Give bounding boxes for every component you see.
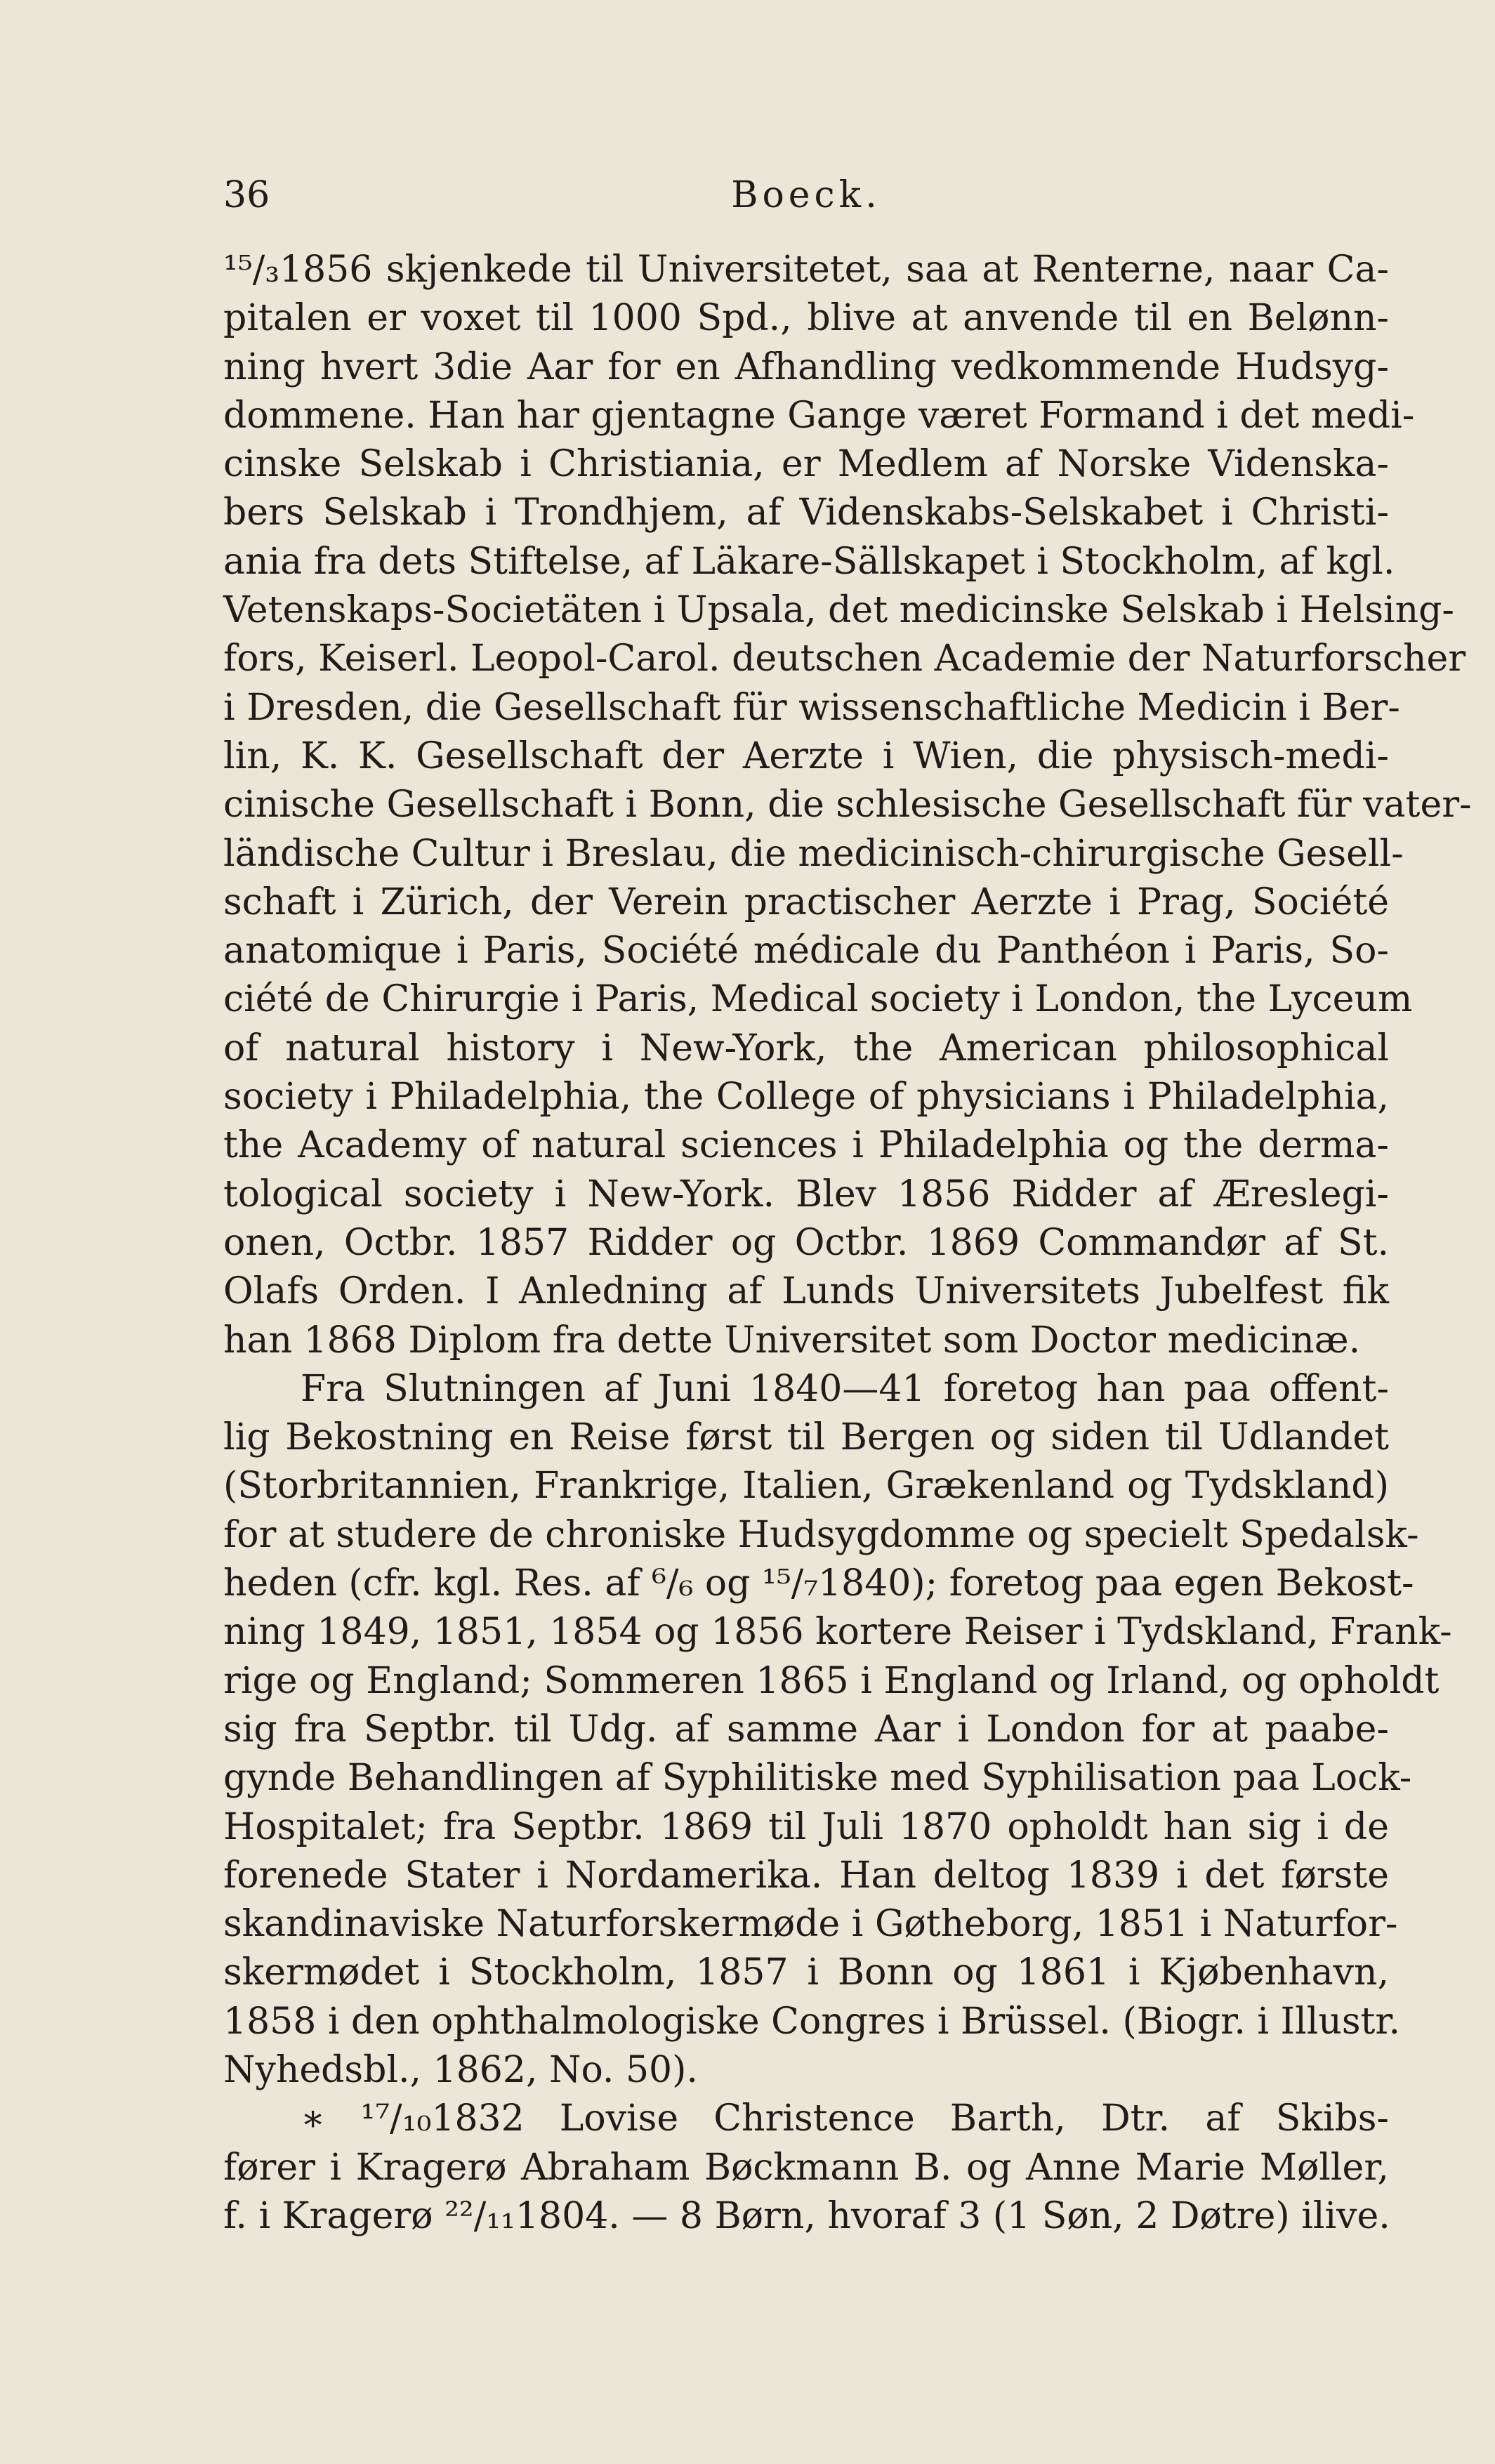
marriage-entry-line: ∗ ¹⁷/₁₀1832 Lovise Christence Barth, Dtr. af Skibs- — [301, 2097, 1389, 2140]
text-line: society i Philadelphia, the College of physicians i Philadelphia, — [223, 1076, 1389, 1119]
text-line: ciété de Chirurgie i Paris, Medical society i London, the Lyceum — [223, 978, 1413, 1021]
text-line: forenede Stater i Nordamerika. Han deltog 1839 i det første — [223, 1854, 1389, 1897]
text-line: gynde Behandlingen af Syphilitiske med Syphilisation paa Lock- — [223, 1757, 1412, 1800]
text-line: ländische Cultur i Breslau, die medicinisch-chirurgische Gesell- — [223, 832, 1404, 875]
paragraph-end-line: han 1868 Diplom fra dette Universitet som Doctor medicinæ. — [223, 1319, 1361, 1362]
text-line: skermødet i Stockholm, 1857 i Bonn og 1861 i Kjøbenhavn, — [223, 1951, 1389, 1994]
running-head: Boeck. — [731, 174, 881, 216]
text-line: skandinaviske Naturforskermøde i Gøtheborg, 1851 i Naturfor- — [223, 1903, 1398, 1946]
text-line: cinische Gesellschaft i Bonn, die schlesische Gesellschaft für vater- — [223, 784, 1472, 826]
text-line: schaft i Zürich, der Verein practischer Aerzte i Prag, Société — [223, 881, 1389, 923]
text-line: ¹⁵/₃1856 skjenkede til Universitetet, saa at Renterne, naar Ca- — [223, 249, 1389, 291]
page-header — [223, 174, 1389, 223]
text-line: (Storbritannien, Frankrige, Italien, Grækenland og Tydskland) — [223, 1465, 1389, 1508]
text-line: the Academy of natural sciences i Philadelphia og the derma- — [223, 1124, 1389, 1167]
text-line: of natural history i New-York, the American philosophical — [223, 1027, 1389, 1069]
text-line: ania fra dets Stiftelse, af Läkare-Sällskapet i Stockholm, af kgl. — [223, 540, 1395, 583]
text-line: dommene. Han har gjentagne Gange været Formand i det medi- — [223, 394, 1415, 437]
paragraph-start-line: Fra Slutningen af Juni 1840—41 foretog han paa offent- — [301, 1367, 1389, 1410]
body-text — [223, 246, 1472, 2241]
text-line: fører i Kragerø Abraham Bøckmann B. og Anne Marie Møller, — [223, 2146, 1389, 2189]
paragraph-end-line: f. i Kragerø ²²/₁₁1804. — 8 Børn, hvoraf 3 (1 Søn, 2 Døtre) ilive. — [223, 2194, 1390, 2237]
text-line: ning hvert 3die Aar for en Afhandling vedkommende Hudsyg- — [223, 345, 1389, 388]
text-line: sig fra Septbr. til Udg. af samme Aar i London for at paabe- — [223, 1708, 1389, 1751]
text-line: tological society i New-York. Blev 1856 Ridder af Æreslegi- — [223, 1173, 1389, 1215]
text-line: for at studere de chroniske Hudsygdomme og specielt Spedalsk- — [223, 1513, 1419, 1556]
paragraph-end-line: Nyhedsbl., 1862, No. 50). — [223, 2048, 698, 2091]
text-line: Vetenskaps-Societäten i Upsala, det medicinske Selskab i Helsing- — [223, 589, 1454, 632]
text-line: anatomique i Paris, Société médicale du Panthéon i Paris, So- — [223, 930, 1389, 973]
text-line: rige og England; Sommeren 1865 i England og Irland, og opholdt — [223, 1659, 1440, 1702]
text-line: cinske Selskab i Christiania, er Medlem af Norske Videnska- — [223, 443, 1389, 486]
text-line: lin, K. K. Gesellschaft der Aerzte i Wien, die physisch-medi- — [223, 734, 1389, 777]
text-line: Hospitalet; fra Septbr. 1869 til Juli 1870 opholdt han sig i de — [223, 1805, 1389, 1848]
text-line: lig Bekostning en Reise først til Bergen og siden til Udlandet — [223, 1416, 1389, 1459]
text-line: 1858 i den ophthalmologiske Congres i Brüssel. (Biogr. i Illustr. — [223, 2000, 1401, 2043]
page-number: 36 — [223, 174, 270, 216]
text-line: pitalen er voxet til 1000 Spd., blive at anvende til en Belønn- — [223, 297, 1389, 340]
text-line: onen, Octbr. 1857 Ridder og Octbr. 1869 Commandør af St. — [223, 1221, 1389, 1264]
text-line: heden (cfr. kgl. Res. af ⁶/₆ og ¹⁵/₇1840); foretog paa egen Bekost- — [223, 1562, 1414, 1605]
text-line: Olafs Orden. I Anledning af Lunds Universitets Jubelfest fik — [223, 1270, 1389, 1313]
text-line: fors, Keiserl. Leopol-Carol. deutschen Academie der Naturforscher — [223, 638, 1466, 680]
text-line: i Dresden, die Gesellschaft für wissenschaftliche Medicin i Ber- — [223, 686, 1400, 729]
text-line: ning 1849, 1851, 1854 og 1856 kortere Reiser i Tydskland, Frank- — [223, 1611, 1452, 1654]
text-line: bers Selskab i Trondhjem, af Videnskabs-Selskabet i Christi- — [223, 492, 1389, 534]
